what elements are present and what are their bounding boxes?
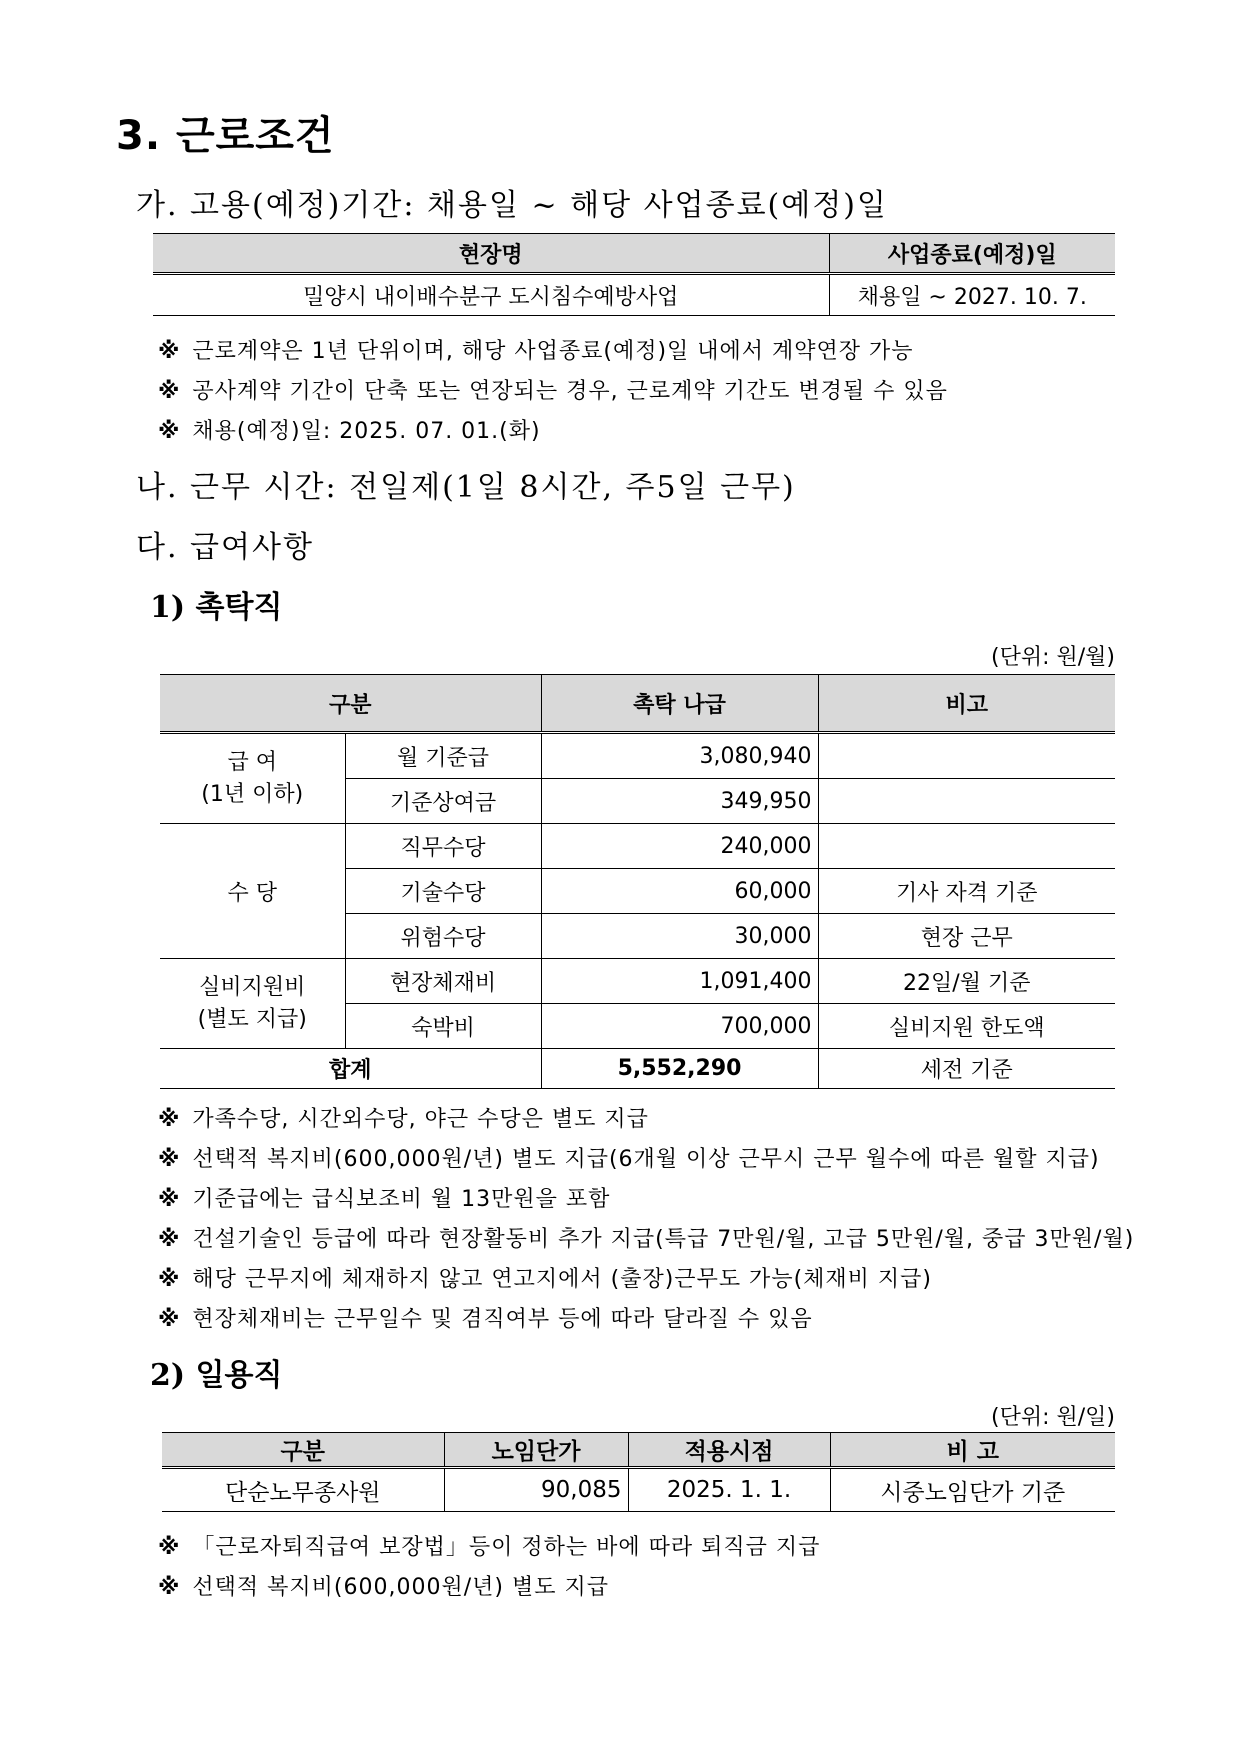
note-text: 선택적 복지비(600,000원/년) 별도 지급(6개월 이상 근무시 근무 월수에 따른 월할 지급) xyxy=(192,1147,1100,1172)
header-site-name: 현장명 xyxy=(153,234,829,274)
section-salary: 다. 급여사항 xyxy=(136,530,314,565)
header-end-date: 사업종료(예정)일 xyxy=(829,234,1115,274)
note-mark: ※ xyxy=(158,1575,181,1600)
item-cell: 직무수당 xyxy=(345,824,541,869)
item-cell: 기술수당 xyxy=(345,869,541,914)
total-note: 세전 기준 xyxy=(818,1049,1115,1089)
header-category: 구분 xyxy=(160,675,541,733)
note-text: 공사계약 기간이 단축 또는 연장되는 경우, 근로계약 기간도 변경될 수 있음 xyxy=(192,379,948,404)
note-item xyxy=(158,1530,820,1561)
note-item xyxy=(158,1222,1134,1253)
value-cell: 1,091,400 xyxy=(541,959,818,1004)
unit-label: (단위: 원/일) xyxy=(991,1405,1115,1430)
header-category: 구분 xyxy=(162,1433,444,1468)
item-cell: 숙박비 xyxy=(345,1004,541,1049)
note-cell: 실비지원 한도액 xyxy=(818,1004,1115,1049)
header-remark: 비 고 xyxy=(830,1433,1115,1468)
table-row xyxy=(162,1468,1115,1512)
table-row xyxy=(160,959,1115,1004)
date-cell: 2025. 1. 1. xyxy=(628,1468,830,1512)
note-mark: ※ xyxy=(158,339,181,364)
group-salary xyxy=(160,733,345,824)
note-mark: ※ xyxy=(158,1267,181,1292)
section-employment-period: 가. 고용(예정)기간: 채용일 ~ 해당 사업종료(예정)일 xyxy=(136,188,888,223)
table-header-row xyxy=(162,1433,1115,1468)
note-cell xyxy=(818,733,1115,779)
page-title: 3. 근로조건 xyxy=(116,113,335,159)
unit-label: (단위: 원/월) xyxy=(991,645,1115,670)
note-cell xyxy=(818,779,1115,824)
note-item xyxy=(158,334,914,365)
group-sublabel: (별도 지급) xyxy=(197,1006,307,1032)
note-text: 「근로자퇴직급여 보장법」등이 정하는 바에 따라 퇴직금 지급 xyxy=(192,1535,821,1560)
note-mark: ※ xyxy=(158,1147,181,1172)
value-cell: 30,000 xyxy=(541,914,818,959)
salary-table xyxy=(160,674,1115,1089)
note-mark: ※ xyxy=(158,1187,181,1212)
group-sublabel: (1년 이하) xyxy=(201,781,304,807)
note-mark: ※ xyxy=(158,1227,181,1252)
note-item xyxy=(158,1570,609,1601)
group-label: 급 여 xyxy=(227,749,277,775)
note-cell: 기사 자격 기준 xyxy=(818,869,1115,914)
value-cell: 60,000 xyxy=(541,869,818,914)
total-label: 합계 xyxy=(160,1049,541,1089)
header-remark: 비고 xyxy=(818,675,1115,733)
remark-cell: 시중노임단가 기준 xyxy=(830,1468,1115,1512)
note-mark: ※ xyxy=(158,1107,181,1132)
item-cell: 위험수당 xyxy=(345,914,541,959)
item-cell: 월 기준급 xyxy=(345,733,541,779)
item-cell: 기준상여금 xyxy=(345,779,541,824)
note-mark: ※ xyxy=(158,379,181,404)
value-cell: 240,000 xyxy=(541,824,818,869)
note-text: 선택적 복지비(600,000원/년) 별도 지급 xyxy=(192,1575,609,1600)
note-item xyxy=(158,1182,610,1213)
note-cell: 22일/월 기준 xyxy=(818,959,1115,1004)
item-cell: 현장체재비 xyxy=(345,959,541,1004)
table-row xyxy=(160,824,1115,869)
site-name-cell: 밀양시 내이배수분구 도시침수예방사업 xyxy=(153,274,829,316)
value-cell: 700,000 xyxy=(541,1004,818,1049)
group-allowance xyxy=(160,824,345,959)
table-header-row xyxy=(153,234,1115,274)
note-cell: 현장 근무 xyxy=(818,914,1115,959)
table-row xyxy=(160,733,1115,779)
group-label: 수 당 xyxy=(227,880,277,906)
note-item xyxy=(158,1302,813,1333)
note-mark: ※ xyxy=(158,1307,181,1332)
group-label: 실비지원비 xyxy=(199,974,306,1000)
note-mark: ※ xyxy=(158,419,181,444)
note-item xyxy=(158,1142,1100,1173)
header-effective-date: 적용시점 xyxy=(628,1433,830,1468)
value-cell: 349,950 xyxy=(541,779,818,824)
note-item xyxy=(158,374,948,405)
note-text: 건설기술인 등급에 따라 현장활동비 추가 지급(특급 7만원/월, 고급 5만원/월, 중급 3만원/월) xyxy=(192,1227,1135,1252)
table-header-row xyxy=(160,675,1115,733)
note-item xyxy=(158,1102,649,1133)
note-text: 가족수당, 시간외수당, 야근 수당은 별도 지급 xyxy=(192,1107,649,1132)
daily-wage-table xyxy=(162,1432,1115,1512)
note-item xyxy=(158,414,541,445)
note-mark: ※ xyxy=(158,1535,181,1560)
subsection-daily: 2) 일용직 xyxy=(150,1358,283,1393)
end-date-cell: 채용일 ~ 2027. 10. 7. xyxy=(829,274,1115,316)
site-table xyxy=(153,233,1115,316)
table-row xyxy=(153,274,1115,316)
total-value: 5,552,290 xyxy=(541,1049,818,1089)
note-cell xyxy=(818,824,1115,869)
value-cell: 3,080,940 xyxy=(541,733,818,779)
note-item xyxy=(158,1262,932,1293)
header-grade: 촉탁 나급 xyxy=(541,675,818,733)
group-expense xyxy=(160,959,345,1049)
header-wage: 노임단가 xyxy=(444,1433,628,1468)
note-text: 근로계약은 1년 단위이며, 해당 사업종료(예정)일 내에서 계약연장 가능 xyxy=(192,339,914,364)
note-text: 해당 근무지에 체재하지 않고 연고지에서 (출장)근무도 가능(체재비 지급) xyxy=(192,1267,932,1292)
job-cell: 단순노무종사원 xyxy=(162,1468,444,1512)
section-work-hours: 나. 근무 시간: 전일제(1일 8시간, 주5일 근무) xyxy=(136,470,796,505)
note-text: 채용(예정)일: 2025. 07. 01.(화) xyxy=(192,419,541,444)
note-text: 기준급에는 급식보조비 월 13만원을 포함 xyxy=(192,1187,611,1212)
wage-cell: 90,085 xyxy=(444,1468,628,1512)
note-text: 현장체재비는 근무일수 및 겸직여부 등에 따라 달라질 수 있음 xyxy=(192,1307,813,1332)
subsection-contract: 1) 촉탁직 xyxy=(150,590,283,625)
total-row xyxy=(160,1049,1115,1089)
